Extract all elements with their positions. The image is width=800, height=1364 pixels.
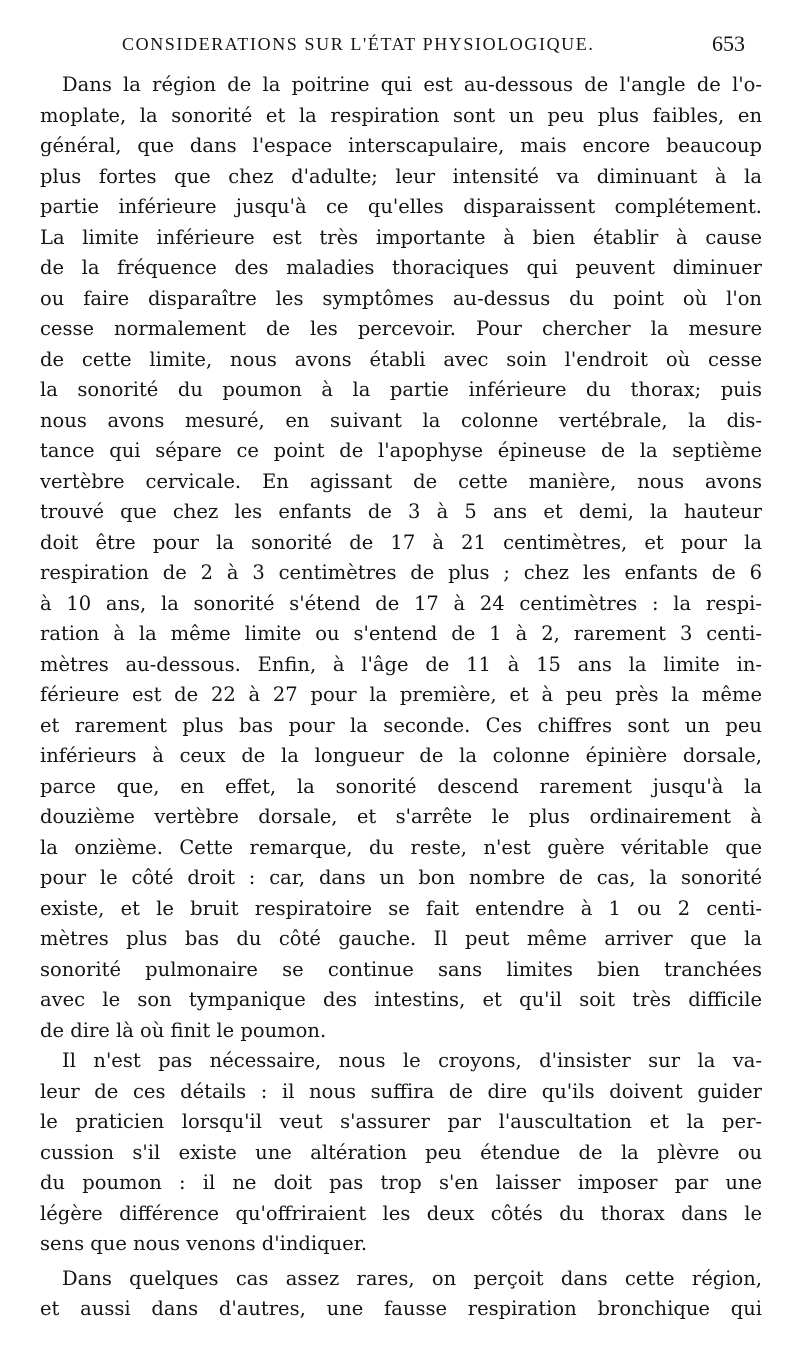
text-line: ration à la même limite ou s'entend de 1 à 2, rarement 3 centi- <box>40 622 762 645</box>
text-line: mètres au-dessous. Enfin, à l'âge de 11 à 15 ans la limite in- <box>40 652 762 676</box>
text-line: mètres plus bas du côté gauche. Il peut même arriver que la <box>40 927 762 950</box>
text-line: moplate, la sonorité et la respiration sont un peu plus faibles, en <box>40 103 762 127</box>
text-line: cesse normalement de les percevoir. Pour chercher la mesure <box>40 317 762 340</box>
text-line: Dans quelques cas assez rares, on perçoit dans cette région, <box>62 1266 762 1290</box>
paragraph-1 <box>40 70 762 1046</box>
text-line: tance qui sépare ce point de l'apophyse épineuse de la septième <box>40 439 762 462</box>
text-line: partie inférieure jusqu'à ce qu'elles disparaissent complétement. <box>40 195 762 218</box>
text-line: avec le son tympanique des intestins, et qu'il soit très difficile <box>40 988 762 1011</box>
text-line: sens que nous venons d'indiquer. <box>40 1232 368 1255</box>
running-header: CONSIDERATIONS SUR L'ÉTAT PHYSIOLOGIQUE. <box>122 34 595 54</box>
text-line: légère différence qu'offriraient les deux côtés du thorax dans le <box>40 1201 762 1225</box>
text-line: de dire là où finit le poumon. <box>40 1018 327 1042</box>
text-line: sonorité pulmonaire se continue sans limites bien tranchées <box>40 957 762 981</box>
text-line: parce que, en effet, la sonorité descend rarement jusqu'à la <box>40 774 762 798</box>
text-line: général, que dans l'espace interscapulaire, mais encore beaucoup <box>40 134 762 157</box>
paragraph-2 <box>40 1046 762 1260</box>
text-line: la sonorité du poumon à la partie inférieure du thorax; puis <box>40 378 762 401</box>
text-line: inférieurs à ceux de la longueur de la colonne épinière dorsale, <box>40 744 762 767</box>
page-number: 653 <box>712 31 745 56</box>
text-line: douzième vertèbre dorsale, et s'arrête le plus ordinairement à <box>40 805 762 828</box>
text-line: trouvé que chez les enfants de 3 à 5 ans et demi, la hauteur <box>40 500 762 523</box>
body-text <box>40 70 762 1325</box>
text-line: férieure est de 22 à 27 pour la première, et à peu près la même <box>40 683 762 706</box>
text-line: à 10 ans, la sonorité s'étend de 17 à 24 centimètres : la respi- <box>40 591 762 615</box>
text-line: de la fréquence des maladies thoraciques qui peuvent diminuer <box>40 256 762 279</box>
text-line: cussion s'il existe une altération peu étendue de la plèvre ou <box>40 1140 762 1164</box>
text-line: et rarement plus bas pour la seconde. Ces chiffres sont un peu <box>40 713 762 737</box>
text-line: pour le côté droit : car, dans un bon nombre de cas, la sonorité <box>40 866 762 889</box>
text-line: nous avons mesuré, en suivant la colonne vertébrale, la dis- <box>40 408 762 432</box>
text-line: existe, et le bruit respiratoire se fait entendre à 1 ou 2 centi- <box>40 896 762 920</box>
text-line: Il n'est pas nécessaire, nous le croyons, d'insister sur la va- <box>62 1049 762 1072</box>
text-line: la onzième. Cette remarque, du reste, n'est guère véritable que <box>40 835 762 859</box>
text-line: La limite inférieure est très importante à bien établir à cause <box>40 225 762 249</box>
text-line: et aussi dans d'autres, une fausse respiration bronchique qui <box>40 1297 762 1320</box>
text-line: ou faire disparaître les symptômes au-dessus du point où l'on <box>40 286 762 310</box>
text-line: plus fortes que chez d'adulte; leur intensité va diminuant à la <box>40 164 762 188</box>
text-line: leur de ces détails : il nous suffira de dire qu'ils doivent guider <box>40 1079 762 1103</box>
text-line: de cette limite, nous avons établi avec soin l'endroit où cesse <box>40 347 762 371</box>
text-line: doit être pour la sonorité de 17 à 21 centimètres, et pour la <box>40 530 762 554</box>
text-line: Dans la région de la poitrine qui est au-dessous de l'angle de l'o- <box>62 73 762 96</box>
text-line: respiration de 2 à 3 centimètres de plus ; chez les enfants de 6 <box>40 561 762 584</box>
text-line: le praticien lorsqu'il veut s'assurer par l'auscultation et la per- <box>40 1110 762 1133</box>
text-line: du poumon : il ne doit pas trop s'en laisser imposer par une <box>40 1171 762 1194</box>
paragraph-3 <box>40 1264 762 1325</box>
text-line: vertèbre cervicale. En agissant de cette manière, nous avons <box>40 469 762 493</box>
